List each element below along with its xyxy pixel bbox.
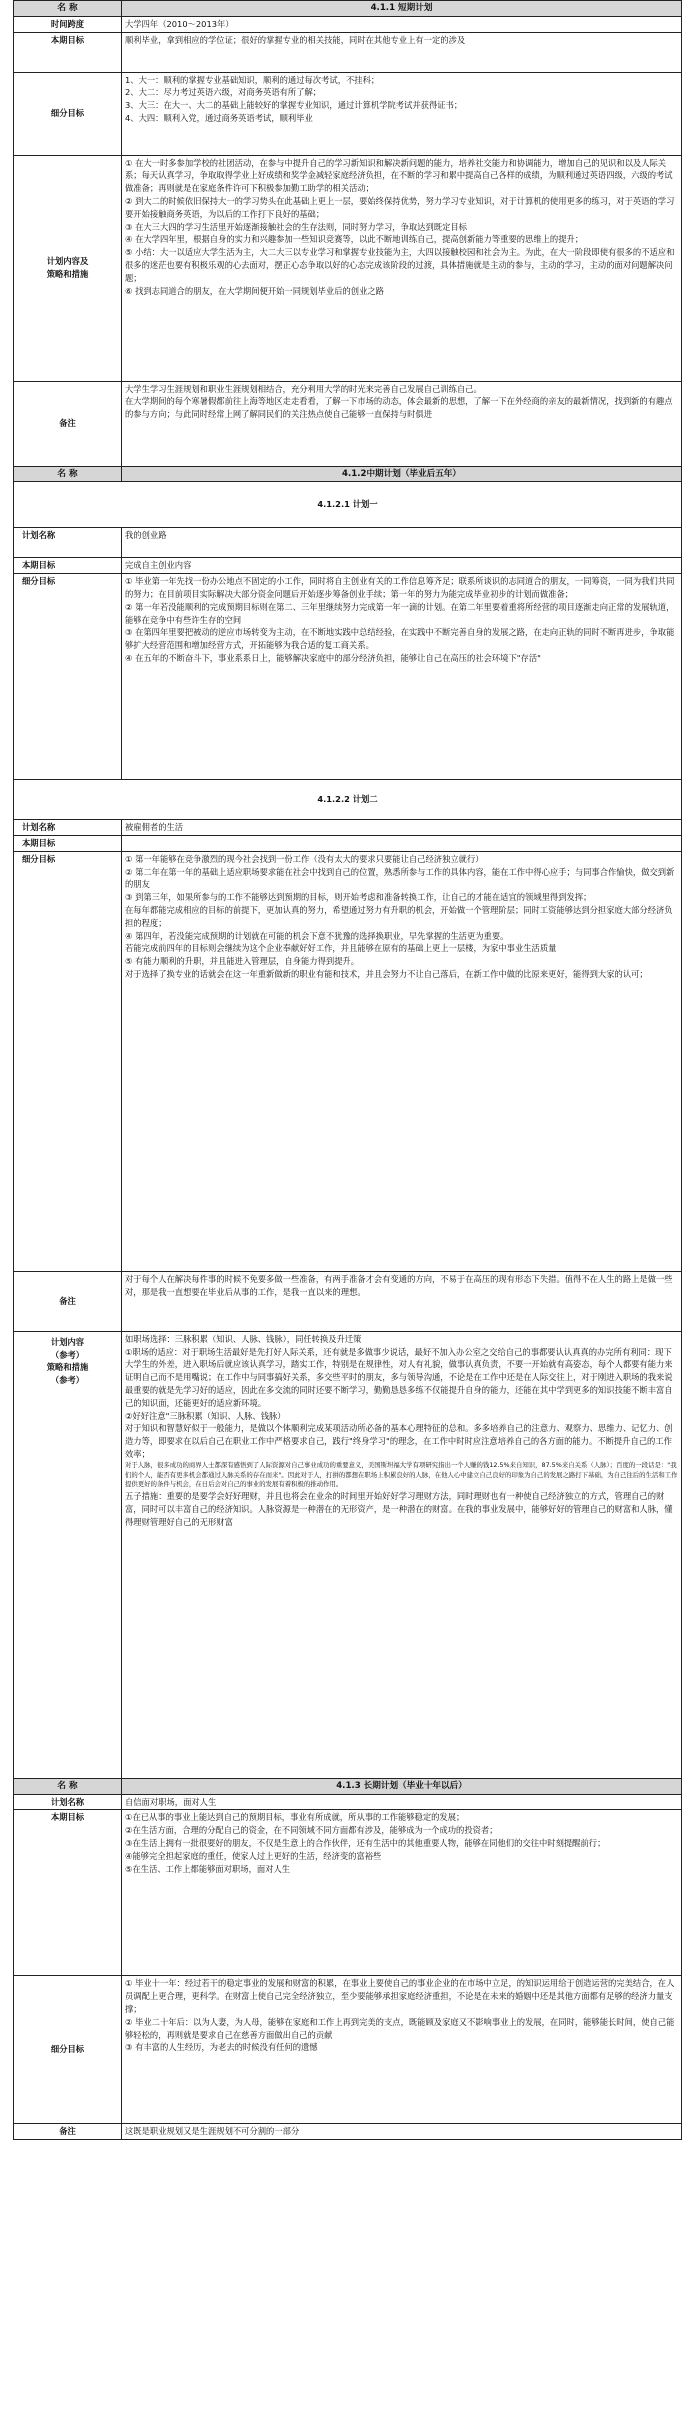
content-list [122,1331,682,1778]
content-label-line: 策略和措施 [46,1362,89,1373]
content-label-line: 计划内容及 [46,256,89,267]
plan2-title: 4.1.2.2 计划二 [14,780,682,820]
content-item: ①职场的适应：对于职场生活最好是先打好人际关系，还有就是多做事少说话，最好不加入办公室之交给自己的事都要认认真真的办完所有利同：现下大学生的外差，进入职场后就应该认真学习，踏实工作，特别是在规律性，对人有礼貌，做事认真负责，不要一开始就有高姿态，每个人都要有能力来证明自己而不是用嘴说；在工作中与同事搞好关系，多交些平时的朋友，多与领导沟通，不论是在工作中还是在人际交往上，对于刚进入职场的我来说最重要的就是先学习好的适应，因此在多交流的同时还要不断学习，勤勤恳恳多练不仅能提升自身的能力，还能在其中学到更多的知识技能不断丰富自己的知识面，还能更好的适应新环境。 [125,1346,673,1408]
detail-item: 对于选择了换专业的话就会在这一年重新做新的职业有能和技术，并且会努力不让自己落后，在新工作中做的比原来更好，能得到大家的认可； [125,968,648,979]
row-period [14,16,682,32]
content-list [122,155,682,381]
section-header-mid-term [14,466,682,482]
row-long-detail [14,1976,682,2124]
detail-list [122,72,682,155]
detail-item: ① 毕业十一年：经过若干的稳定事业的发展和财富的积累，在事业上要使自己的事业企业的在市场中立足，的知识运用给于创造运营的完美结合，在人员调配上更合理，更科学。在财富上使自己完全经济独立，至少要能够承担家庭经济重担，不论是在未来的婚姻中还是其他方面都有足够的经济力量支撑； [125,1978,675,2014]
detail-list [122,574,682,780]
section-title: 4.1.2中期计划（毕业后五年） [122,466,682,482]
row-detail [14,72,682,155]
row-plan2-goal [14,835,682,851]
goal-item: ③在生活上拥有一批很要好的朋友，不仅是生意上的合作伙伴，还有生活中的其他重要人物，能够在同他们的交往中时刻提醒前行； [125,1837,606,1848]
note-text: 这既是职业规划又是生涯规划不可分割的一部分 [122,2124,682,2140]
plan-name-label: 计划名称 [14,820,122,836]
goal-label: 本期目标 [14,835,122,851]
detail-item: ② 第一年若没能顺利的完成预期目标则在第二、三年里继续努力完成第一年一滴的计划。在第二年里要着重将所经营的项目逐渐走向正常的发展轨道，能够在竞争中有些许生存的空间 [125,601,675,625]
goal-item: ④能够完全担起家庭的重任，使家人过上更好的生活，经济变的富裕些 [125,1850,382,1861]
goal-value [122,835,682,851]
section-title: 4.1.3 长期计划（毕业十年以后） [122,1778,682,1794]
detail-item: ② 第二年在第一年的基础上适应职场要求能在社会中找到自己的位置，熟悉所参与工作的具体内容，能在工作中得心应手；与同事合作愉快，做交到新的朋友 [125,866,675,890]
note-label: 备注 [14,381,122,466]
content-item: ② 到大二的时候依旧保持大一的学习势头在此基础上更上一层，要始终保持优势，努力学习专业知识，对于计算机的使用更多的练习，对于英语的学习要开始接触商务英语，为以后的工作打下良好的基础； [125,195,675,219]
section-header-short-term [14,1,682,17]
row-plan1-name [14,528,682,558]
header-label: 名 称 [14,1778,122,1794]
row-note [14,381,682,466]
goal-list [122,1810,682,1976]
row-plan1-goal [14,558,682,574]
detail-item: ④ 第四年，若没能完成预期的计划就在可能的机会下意不犹豫的选择换职业，早先掌握的生活更为重要。 [125,930,509,941]
goal-item: ①在已从事的事业上能达到自己的预期目标，事业有所成就，所从事的工作能够稳定的发展； [125,1812,465,1823]
detail-list [122,851,682,1271]
content-label [14,155,122,381]
content-label-line: （参考） [50,1349,85,1360]
plan1-title: 4.1.2.1 计划一 [14,482,682,528]
period-label: 时间跨度 [14,16,122,32]
row-goal [14,32,682,72]
goal-item: ⑤在生活、工作上都能够面对职场，面对人生 [125,1863,291,1874]
content-label-line: 计划内容 [50,1336,85,1347]
content-label-line: （参考） [50,1375,85,1386]
detail-item: ③ 在第四年里要把被动的逆应市场转变为主动，在不断地实践中总结经验，在实践中不断完善自身的发展之路，在走向正轨的同时不断再进步，争取能够扩大经营范围和增加经营方式，开拓能够为我合适的复工商关系。 [125,627,675,651]
goal-value: 完成自主创业内容 [122,558,682,574]
row-plan2-title [14,780,682,820]
content-item: 如职场选择：三脉积累（知识、人脉、钱脉），同任转换及升迁策 [125,1333,362,1344]
row-plan2-note [14,1271,682,1331]
career-plan-table [13,0,682,2140]
content-item: 对于知识和智慧好似于一般能力，是做以个体顺利完成某项活动所必备的基本心理特征的总和。多多培养自己的注意力、观察力、思维力、记忆力、创造力等，即要求在以后自己在职业工作中严格要求自己，践行"终身学习"的理念，在工作中时时应注意培养自己的各方面的能力。不断提升自己的工作效率； [125,1423,673,1459]
goal-label: 本期目标 [14,1810,122,1976]
detail-item: 在每年都能完成相应的目标的前提下，更加认真的努力，希望通过努力有升职的机会，开始做一个管理阶层；同时工资能够达到分担家庭大部分经济负担的程度； [125,904,673,928]
row-plan1-detail [14,574,682,780]
content-item: ① 在大一时多参加学校的社团活动，在参与中提升自己的学习新知识和解决新问题的能力，培养社交能力和协调能力，增加自己的见识和以及人际关系；每天认真学习，争取取得学业上好成绩和奖学金减轻家庭经济负担，在不断的学习和累中提高自己各样的成绩，为顺利通过英语四级，六级的考试做准备；再则就是在家庭条件许可下积极参加勤工助学的相关活动； [125,157,673,194]
detail-label: 细分目标 [14,851,122,1271]
row-content [14,155,682,381]
detail-item: ③ 到第三年，如果所参与的工作不能够达到预期的目标，则开始考虑和准备转换工作，让自己的才能在适宜的领域里得到发挥； [125,892,592,903]
row-plan1-title [14,482,682,528]
detail-item: ⑤ 有能力顺利的升职，并且能进入管理层，自身能力得到提升。 [125,956,360,967]
row-long-goal [14,1810,682,1976]
note-text: 对于每个人在解决每件事的时候不免要多做一些准备，有两手准备才会有变通的方向，不易于在高压的现有形态下失措。值得不在人生的路上是做一些对，那是我一直想要在毕业后从事的工作，是我一直以来的理想。 [122,1271,682,1331]
content-label [14,1331,122,1778]
detail-label: 细分目标 [14,1976,122,2124]
section-header-long-term [14,1778,682,1794]
content-item: ③ 在大三大四的学习生活里开始逐渐接触社会的生存法则，同时努力学习，争取达到既定目标 [125,221,467,232]
content-item: ②好好注意"三脉积累（知识、人脉、钱脉） [125,1410,286,1421]
goal-label: 本期目标 [14,558,122,574]
period-value: 大学四年（2010～2013年） [122,16,682,32]
row-long-note [14,2124,682,2140]
header-label: 名 称 [14,466,122,482]
detail-item: ① 第一年能够在竞争激烈的现今社会找到一份工作（没有太大的要求只要能让自己经济独立就行） [125,853,484,864]
goal-item: ②在生活方面，合理的分配自己的资金，在不同领域不同方面都有涉及，能够成为一个成功的投资者； [125,1825,498,1836]
row-plan2-content [14,1331,682,1778]
goal-label: 本期目标 [14,32,122,72]
plan-name-value: 被雇佣者的生活 [122,820,682,836]
plan-name-label: 计划名称 [14,1794,122,1810]
row-plan2-name [14,820,682,836]
plan-name-value: 我的创业路 [122,528,682,558]
goal-value: 顺利毕业，拿到相应的学位证；很好的掌握专业的相关技能，同时在其他专业上有一定的涉及 [122,32,682,72]
content-item: ⑤ 小结：大一以适应大学生活为主，大二大三以专业学习和掌握专业技能为主，大四以接触校园和社会为主。为此，在大一阶段即使有很多的不适应和很多的迷茫也要有积极乐观的心去面对，摆正心态争取以好的心态完成该阶段的过渡，具体措施就是主动的参与，主动的学习，主动的面对问题解决问题； [125,247,675,283]
content-item: ⑥ 找到志同道合的朋友，在大学期间便开始一同规划毕业后的创业之路 [125,285,384,296]
content-item: 五子措施：重要的是要学会好好理财，并且也将会在业余的时间里开始好好学习理财方法，同时理财也有一种使自己经济独立的方式，管理自己的财富，同时可以丰富自己的经济知识。人脉资源是一种潜在的无形资产，是一种潜在的财富。在我的事业发展中，能够好好的管理自己的财富和人脉，懂得理财管理好自己的无形财富 [125,1491,673,1527]
detail-item: ④ 在五年的不断奋斗下，事业系系日上，能够解决家庭中的部分经济负担，能够让自己在高压的社会环境下"存活" [125,652,541,663]
detail-item: ③ 有丰富的人生经历，为老去的时候没有任何的遗憾 [125,2042,318,2053]
detail-item: ② 毕业二十年后：以为人妻，为人母，能够在家庭和工作上再到完美的支点，既能顾及家庭又不影响事业上的发展，在同时，能够能长时间，使自己能够轻松的，再则就是要求自己在慈善方面做出自己的贡献 [125,2016,675,2040]
detail-label: 细分目标 [14,72,122,155]
row-long-name [14,1794,682,1810]
detail-label: 细分目标 [14,574,122,780]
header-label: 名 称 [14,1,122,17]
content-label-line: 策略和措施 [46,269,89,280]
content-item: ④ 在大学四年里，根据自身的实力和兴趣参加一些知识竞赛等，以此不断地训练自己，提高创新能力等重要的思维上的提升； [125,234,584,245]
detail-list [122,1976,682,2124]
note-label: 备注 [14,1271,122,1331]
plan-name-label: 计划名称 [14,528,122,558]
detail-item: 2、大二：尽力考过英语六级，对商务英语有所了解； [125,87,322,98]
note-text [122,381,682,466]
note-label: 备注 [14,2124,122,2140]
note-paragraph: 大学生学习生涯规划和职业生涯规划相结合，充分利用大学的时光来完善自己发展自己训练自己。 [125,383,482,394]
content-item: 对于人脉，很多成功的商界人士都深有感悟到了人际资源对自己事业成功的重要意义，美国斯坦福大学有项研究指出一个人赚的钱12.5%来自知识，87.5%来自关系（人脉）；百度的一段话是："我们的个人，能否有更多机会都通过人脉关系的存在而来"。因此对于人，打拼的都想在职场上积累良好的人脉，在他人心中建立自己良好的印象为自己的发展之路打下基础，为自己往后的生活和工作提供更好的条件与机会，在日后会对自己的事业的发展有着积极的推动作用。 [125,1460,678,1489]
row-plan2-detail [14,851,682,1271]
detail-item: 3、大三：在大一、大二的基础上能较好的掌握专业知识，通过计算机学院考试并获得证书； [125,100,463,111]
detail-item: 4、大四：顺利入党，通过商务英语考试，顺利毕业 [125,112,313,123]
plan-name-value: 自信面对职场，面对人生 [122,1794,682,1810]
note-paragraph: 在大学期间的每个寒暑假都前往上海等地区走走看看，了解一下市场的动态，体会最新的思想，了解一下在外经商的亲友的最新情况，找到新的有趣点的参与方向；与此同时经常上网了解同民们的关注热点使自己能够一直保持与时俱进 [125,396,673,420]
detail-item: 1、大一：顺利的掌握专业基础知识，顺利的通过每次考试，不挂科； [125,74,380,85]
detail-item: ① 毕业第一年先找一份办公地点不固定的小工作，同时将自主创业有关的工作信息筹齐足；联系所谈识的志同道合的朋友，一同筹资，一同为我们共同的努力；在目前项目实际解决大部分资金问题后开始逐步筹备创业手续；第一年的努力为能完成毕业初步的计划而做准备； [125,576,675,599]
detail-item: 若能完成前四年的目标则会继续为这个企业奉献好好工作，并且能够在原有的基础上更上一层楼，为家中事业生活质量 [125,943,557,954]
section-title: 4.1.1 短期计划 [122,1,682,17]
